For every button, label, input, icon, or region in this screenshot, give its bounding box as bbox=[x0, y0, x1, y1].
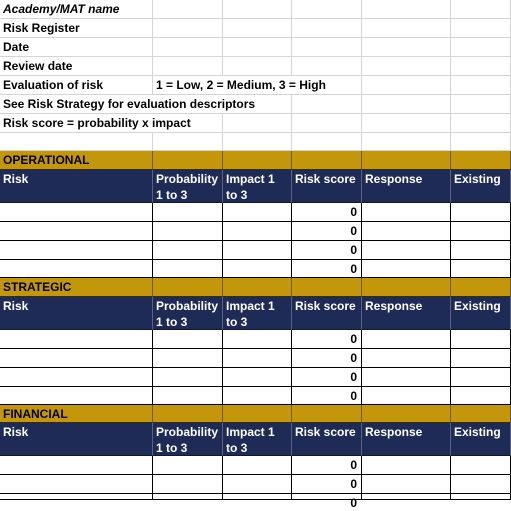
header-response[interactable]: Response bbox=[362, 423, 451, 456]
impact-cell[interactable] bbox=[223, 456, 292, 475]
risk-cell[interactable] bbox=[0, 203, 153, 222]
probability-cell[interactable] bbox=[153, 368, 223, 387]
section-band-cell[interactable] bbox=[153, 151, 223, 170]
response-cell[interactable] bbox=[362, 203, 451, 222]
risk-score-cell[interactable]: 0 bbox=[292, 349, 362, 368]
section-band-cell[interactable] bbox=[223, 405, 292, 423]
impact-cell[interactable] bbox=[223, 203, 292, 222]
header-impact[interactable]: Impact 1 to 3 bbox=[223, 423, 292, 456]
impact-cell[interactable] bbox=[223, 222, 292, 241]
impact-cell[interactable] bbox=[223, 494, 292, 500]
empty-cell[interactable] bbox=[451, 57, 511, 76]
empty-cell[interactable] bbox=[362, 0, 451, 19]
probability-cell[interactable] bbox=[153, 241, 223, 260]
probability-cell[interactable] bbox=[153, 456, 223, 475]
response-cell[interactable] bbox=[362, 222, 451, 241]
header-risk[interactable]: Risk bbox=[0, 297, 153, 330]
evaluation-scale-cell[interactable]: 1 = Low, 2 = Medium, 3 = High bbox=[153, 76, 362, 95]
existing-cell[interactable] bbox=[451, 387, 511, 405]
empty-cell[interactable] bbox=[362, 95, 451, 114]
probability-cell[interactable] bbox=[153, 494, 223, 500]
strategy-note-cell[interactable]: See Risk Strategy for evaluation descriptors bbox=[0, 95, 292, 114]
section-band-cell[interactable] bbox=[223, 278, 292, 297]
risk-cell[interactable] bbox=[0, 349, 153, 368]
section-band-cell[interactable] bbox=[362, 405, 451, 423]
probability-cell[interactable] bbox=[153, 330, 223, 349]
risk-score-cell[interactable]: 0 bbox=[292, 260, 362, 278]
empty-cell[interactable] bbox=[153, 133, 223, 151]
response-cell[interactable] bbox=[362, 494, 451, 500]
probability-cell[interactable] bbox=[153, 260, 223, 278]
section-band-cell[interactable] bbox=[223, 151, 292, 170]
header-existing[interactable]: Existing bbox=[451, 170, 511, 203]
risk-cell[interactable] bbox=[0, 368, 153, 387]
response-cell[interactable] bbox=[362, 330, 451, 349]
existing-cell[interactable] bbox=[451, 330, 511, 349]
empty-cell[interactable] bbox=[451, 0, 511, 19]
empty-cell[interactable] bbox=[451, 133, 511, 151]
existing-cell[interactable] bbox=[451, 222, 511, 241]
probability-cell[interactable] bbox=[153, 222, 223, 241]
section-band-cell[interactable] bbox=[292, 151, 362, 170]
impact-cell[interactable] bbox=[223, 260, 292, 278]
header-probability[interactable]: Probability 1 to 3 bbox=[153, 297, 223, 330]
risk-score-cell[interactable]: 0 bbox=[292, 368, 362, 387]
section-band-cell[interactable] bbox=[451, 278, 511, 297]
risk-score-cell[interactable]: 0 bbox=[292, 475, 362, 494]
empty-cell[interactable] bbox=[292, 19, 362, 38]
empty-cell[interactable] bbox=[362, 133, 451, 151]
empty-cell[interactable] bbox=[292, 38, 362, 57]
risk-cell[interactable] bbox=[0, 330, 153, 349]
risk-cell[interactable] bbox=[0, 222, 153, 241]
risk-cell[interactable] bbox=[0, 387, 153, 405]
section-band-cell[interactable] bbox=[362, 278, 451, 297]
empty-cell[interactable] bbox=[362, 114, 451, 133]
impact-cell[interactable] bbox=[223, 330, 292, 349]
empty-cell[interactable] bbox=[362, 19, 451, 38]
existing-cell[interactable] bbox=[451, 260, 511, 278]
probability-cell[interactable] bbox=[153, 349, 223, 368]
risk-score-cell[interactable]: 0 bbox=[292, 494, 362, 500]
impact-cell[interactable] bbox=[223, 241, 292, 260]
empty-cell[interactable] bbox=[153, 19, 223, 38]
section-title-operational[interactable]: OPERATIONAL bbox=[0, 151, 153, 170]
header-existing[interactable]: Existing bbox=[451, 297, 511, 330]
score-formula-cell[interactable]: Risk score = probability x impact bbox=[0, 114, 223, 133]
empty-cell[interactable] bbox=[451, 76, 511, 95]
section-title-financial[interactable]: FINANCIAL bbox=[0, 405, 153, 423]
date-cell[interactable]: Date bbox=[0, 38, 153, 57]
empty-cell[interactable] bbox=[292, 133, 362, 151]
empty-cell[interactable] bbox=[292, 95, 362, 114]
risk-cell[interactable] bbox=[0, 241, 153, 260]
section-band-cell[interactable] bbox=[153, 405, 223, 423]
section-band-cell[interactable] bbox=[292, 405, 362, 423]
header-impact[interactable]: Impact 1 to 3 bbox=[223, 297, 292, 330]
evaluation-label-cell[interactable]: Evaluation of risk bbox=[0, 76, 153, 95]
existing-cell[interactable] bbox=[451, 368, 511, 387]
existing-cell[interactable] bbox=[451, 349, 511, 368]
header-probability[interactable]: Probability 1 to 3 bbox=[153, 170, 223, 203]
risk-cell[interactable] bbox=[0, 494, 153, 500]
probability-cell[interactable] bbox=[153, 203, 223, 222]
section-band-cell[interactable] bbox=[451, 405, 511, 423]
header-risk[interactable]: Risk bbox=[0, 423, 153, 456]
risk-score-cell[interactable]: 0 bbox=[292, 203, 362, 222]
academy-name-cell[interactable]: Academy/MAT name bbox=[0, 0, 153, 19]
empty-cell[interactable] bbox=[451, 38, 511, 57]
existing-cell[interactable] bbox=[451, 456, 511, 475]
section-band-cell[interactable] bbox=[153, 278, 223, 297]
empty-cell[interactable] bbox=[0, 133, 153, 151]
empty-cell[interactable] bbox=[223, 19, 292, 38]
response-cell[interactable] bbox=[362, 349, 451, 368]
risk-cell[interactable] bbox=[0, 475, 153, 494]
header-probability[interactable]: Probability 1 to 3 bbox=[153, 423, 223, 456]
empty-cell[interactable] bbox=[223, 0, 292, 19]
response-cell[interactable] bbox=[362, 387, 451, 405]
header-risk-score[interactable]: Risk score bbox=[292, 170, 362, 203]
header-existing[interactable]: Existing bbox=[451, 423, 511, 456]
section-band-cell[interactable] bbox=[362, 151, 451, 170]
empty-cell[interactable] bbox=[223, 114, 292, 133]
risk-score-cell[interactable]: 0 bbox=[292, 387, 362, 405]
impact-cell[interactable] bbox=[223, 387, 292, 405]
risk-register-cell[interactable]: Risk Register bbox=[0, 19, 153, 38]
empty-cell[interactable] bbox=[153, 57, 223, 76]
empty-cell[interactable] bbox=[153, 0, 223, 19]
empty-cell[interactable] bbox=[362, 76, 451, 95]
empty-cell[interactable] bbox=[292, 0, 362, 19]
section-title-strategic[interactable]: STRATEGIC bbox=[0, 278, 153, 297]
probability-cell[interactable] bbox=[153, 475, 223, 494]
response-cell[interactable] bbox=[362, 260, 451, 278]
risk-score-cell[interactable]: 0 bbox=[292, 222, 362, 241]
existing-cell[interactable] bbox=[451, 241, 511, 260]
impact-cell[interactable] bbox=[223, 475, 292, 494]
response-cell[interactable] bbox=[362, 241, 451, 260]
risk-score-cell[interactable]: 0 bbox=[292, 456, 362, 475]
response-cell[interactable] bbox=[362, 456, 451, 475]
section-band-cell[interactable] bbox=[451, 151, 511, 170]
header-risk-score[interactable]: Risk score bbox=[292, 423, 362, 456]
risk-score-cell[interactable]: 0 bbox=[292, 330, 362, 349]
risk-cell[interactable] bbox=[0, 260, 153, 278]
empty-cell[interactable] bbox=[362, 38, 451, 57]
response-cell[interactable] bbox=[362, 368, 451, 387]
header-impact[interactable]: Impact 1 to 3 bbox=[223, 170, 292, 203]
empty-cell[interactable] bbox=[223, 133, 292, 151]
header-risk[interactable]: Risk bbox=[0, 170, 153, 203]
probability-cell[interactable] bbox=[153, 387, 223, 405]
risk-score-cell[interactable]: 0 bbox=[292, 241, 362, 260]
response-cell[interactable] bbox=[362, 475, 451, 494]
existing-cell[interactable] bbox=[451, 203, 511, 222]
empty-cell[interactable] bbox=[292, 57, 362, 76]
impact-cell[interactable] bbox=[223, 368, 292, 387]
empty-cell[interactable] bbox=[153, 38, 223, 57]
empty-cell[interactable] bbox=[292, 114, 362, 133]
header-risk-score[interactable]: Risk score bbox=[292, 297, 362, 330]
header-response[interactable]: Response bbox=[362, 170, 451, 203]
empty-cell[interactable] bbox=[451, 19, 511, 38]
section-band-cell[interactable] bbox=[292, 278, 362, 297]
review-date-cell[interactable]: Review date bbox=[0, 57, 153, 76]
empty-cell[interactable] bbox=[451, 95, 511, 114]
empty-cell[interactable] bbox=[223, 57, 292, 76]
impact-cell[interactable] bbox=[223, 349, 292, 368]
header-response[interactable]: Response bbox=[362, 297, 451, 330]
empty-cell[interactable] bbox=[362, 57, 451, 76]
existing-cell[interactable] bbox=[451, 494, 511, 500]
empty-cell[interactable] bbox=[451, 114, 511, 133]
existing-cell[interactable] bbox=[451, 475, 511, 494]
empty-cell[interactable] bbox=[223, 38, 292, 57]
risk-cell[interactable] bbox=[0, 456, 153, 475]
